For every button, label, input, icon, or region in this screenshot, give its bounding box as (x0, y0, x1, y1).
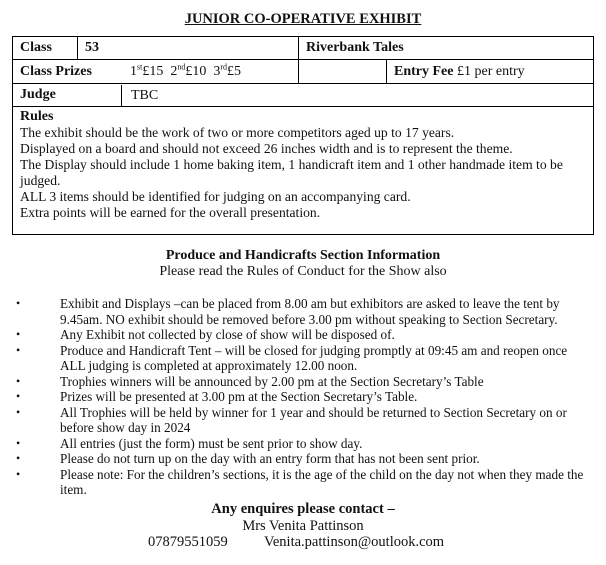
list-item: • Please note: For the children’s sections, it is the age of the child on the day not when they made the item. (0, 467, 600, 498)
list-item: • Prizes will be presented at 3.00 pm at the Section Secretary’s Table. (0, 389, 600, 405)
section-title: Produce and Handicrafts Section Information (165, 248, 441, 263)
list-item: • Any Exhibit not collected by close of show will be disposed of. (0, 327, 600, 343)
entry-fee-cell (387, 60, 594, 84)
rules-heading: Rules (20, 109, 54, 124)
contact-name: Mrs Venita Pattinson (242, 518, 364, 534)
prizes-cell (13, 60, 299, 84)
entry-fee-label: Entry Fee (394, 63, 454, 79)
entry-fee-value: £1 per entry (456, 63, 525, 79)
rule-2: Displayed on a board and should not exceed 26 inches width and is to represent the theme. (20, 141, 513, 156)
prizes-spacer (299, 60, 387, 84)
contact-email: Venita.pattinson@outlook.com (264, 534, 445, 550)
rule-4: ALL 3 items should be identified for judging on an accompanying card. (20, 189, 411, 204)
section-subtitle: Please read the Rules of Conduct for the Show also (159, 264, 447, 279)
list-item: • Please do not turn up on the day with an entry form that has not been sent prior. (0, 451, 600, 467)
prize-first: 1st£15 (130, 61, 164, 79)
list-item: • Trophies winners will be announced by 2.00 pm at the Section Secretary’s Table (0, 374, 600, 390)
judge-cell (13, 84, 594, 107)
prize-third: 3rd£5 (213, 61, 242, 79)
prizes-list (121, 61, 242, 80)
judge-value: TBC (121, 85, 158, 106)
class-info-table (12, 36, 594, 235)
prizes-row (13, 60, 594, 84)
notes-list (0, 296, 600, 498)
document-title: JUNIOR CO-OPERATIVE EXHIBIT (184, 11, 422, 27)
rule-5: Extra points will be earned for the overall presentation. (20, 205, 321, 220)
class-label: Class (13, 37, 78, 60)
rules-row (13, 107, 594, 235)
class-row (13, 37, 594, 60)
prize-second: 2nd£10 (170, 61, 207, 79)
class-name: Riverbank Tales (299, 37, 594, 60)
list-item: • All Trophies will be held by winner for 1 year and should be returned to Section Secretary on or before show day in 2024 (0, 405, 600, 436)
list-item: • Exhibit and Displays –can be placed from 8.00 am but exhibitors are asked to leave the tent by 9.45am. NO exhibit should be removed before 3.00 pm without speaking to Section Secretary. (0, 296, 600, 327)
contact-heading: Any enquires please contact – (211, 501, 395, 517)
contact-phone: 07879551059 (148, 534, 228, 550)
rule-3: The Display should include 1 home baking item, 1 handicraft item and 1 other handmade item to be judged. (20, 157, 563, 188)
rules-cell (13, 107, 594, 235)
class-number: 53 (78, 37, 299, 60)
rule-1: The exhibit should be the work of two or more competitors aged up to 17 years. (20, 125, 455, 140)
judge-label: Judge (20, 87, 56, 102)
judge-row (13, 84, 594, 107)
prizes-label: Class Prizes (20, 63, 92, 79)
list-item: • All entries (just the form) must be sent prior to show day. (0, 436, 600, 452)
list-item: • Produce and Handicraft Tent – will be closed for judging promptly at 09:45 am and reopen once ALL judging is completed at approximately 12.00 noon. (0, 343, 600, 374)
